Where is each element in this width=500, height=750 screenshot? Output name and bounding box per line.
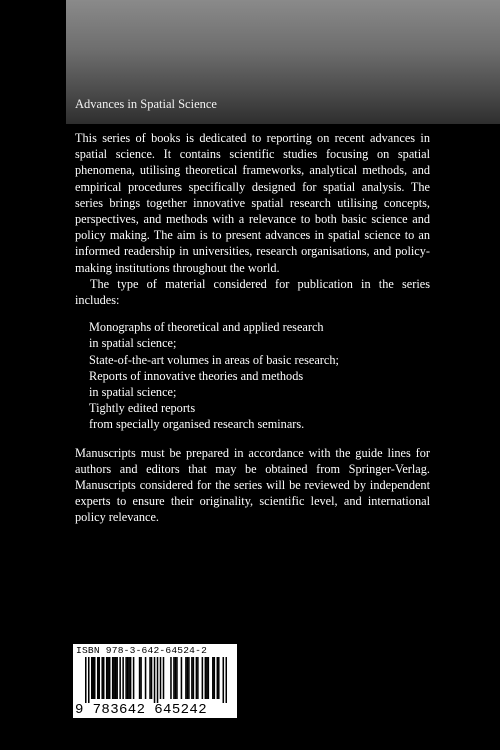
paragraph-intro: This series of books is dedicated to reporting on recent advances in spatial science. It contains scientific studies focusing on spatial phenomena, utilising theoretical frameworks, analytical methods, and empirical procedures specifically designed for spatial analysis. The series brings together innovative spatial research utilising concepts, perspectives, and methods with a relevance to both basic science and policy making. The aim is to present advances in spatial science to an informed readership in universities, research organisations, and policy-making institutions throughout the world. [75,131,430,275]
barcode-bar [116,657,118,699]
isbn-label: ISBN 978-3-642-64524-2 [76,645,208,656]
barcode-bar [140,657,142,699]
barcode-bar [94,657,96,699]
barcode-bar [214,657,216,699]
barcode-bar [139,657,141,699]
barcode-bar [92,657,94,699]
barcode-bar [112,657,114,699]
barcode-bar [187,657,189,699]
ean-digits: 9 783642 645242 [75,702,208,718]
barcode-bar [223,657,225,703]
barcode-bar [107,657,109,699]
barcode-bar [157,657,159,703]
barcode-bar [127,657,129,699]
barcode-bar [106,657,108,699]
barcode-bar [205,657,207,699]
isbn-barcode [73,644,237,718]
barcode-bar [160,657,162,699]
barcode-bar [154,657,156,703]
series-title: Advances in Spatial Science [75,97,217,111]
barcode-bar [196,657,198,699]
list-item-line: in spatial science; [89,336,177,351]
barcode-bar [173,657,175,699]
barcode-bar [170,657,172,699]
barcode-bar [128,657,130,699]
list-item-line: Monographs of theoretical and applied research [89,320,324,335]
barcode-bar [122,657,124,699]
barcode-bar [197,657,199,699]
list-item-line: Reports of innovative theories and methods [89,368,304,383]
barcode-bar [193,657,195,699]
barcode-bar [202,657,204,699]
barcode-bar [101,657,103,699]
barcode-bar [217,657,219,699]
barcode-bar [226,657,227,703]
barcode-bar [125,657,127,699]
barcode-bar [91,657,93,699]
list-item [89,400,430,432]
barcode-bar [163,657,165,699]
barcode-bars [85,657,227,703]
list-item-line: in spatial science; [89,385,177,400]
barcode-bar [185,657,187,699]
barcode-bar [151,657,153,699]
barcode-bar [85,657,87,703]
barcode-bar [176,657,178,699]
barcode-bar [119,657,121,699]
list-item [89,352,430,368]
barcode-bar [212,657,214,699]
barcode-bar [188,657,190,699]
barcode-bar [130,657,132,699]
paragraph-manuscripts: Manuscripts must be prepared in accordance with the guide lines for authors and editors that may be obtained from Springer-Verlag. Manuscripts considered for the series will be reviewed by independent experts to ensure their originality, scientific level, and international policy relevance. [75,445,430,525]
barcode-bar [88,657,90,703]
barcode-bar [97,657,99,699]
barcode-bar [206,657,208,699]
barcode-bar [175,657,177,699]
barcode-bar [218,657,220,699]
barcode-bar [109,657,111,699]
barcode-bar [145,657,147,699]
description-body [75,130,430,526]
barcode-bar [103,657,105,699]
barcode-bar [181,657,183,699]
barcode-bar [208,657,210,699]
list-item-line: State-of-the-art volumes in areas of basic research; [89,352,339,367]
barcode-bar [149,657,151,699]
barcode-bar [113,657,115,699]
list-item [89,368,430,400]
barcode-bar [98,657,100,699]
list-item-line: from specially organised research seminars. [89,417,305,432]
paragraph-material-types: The type of material considered for publication in the series includes: [75,276,430,308]
barcode-bar [115,657,117,699]
barcode-bar [191,657,193,699]
list-item [89,319,430,351]
material-list [89,319,430,432]
top-left-band [0,0,66,124]
list-item-line: Tightly edited reports [89,401,196,416]
barcode-bar [133,657,135,699]
